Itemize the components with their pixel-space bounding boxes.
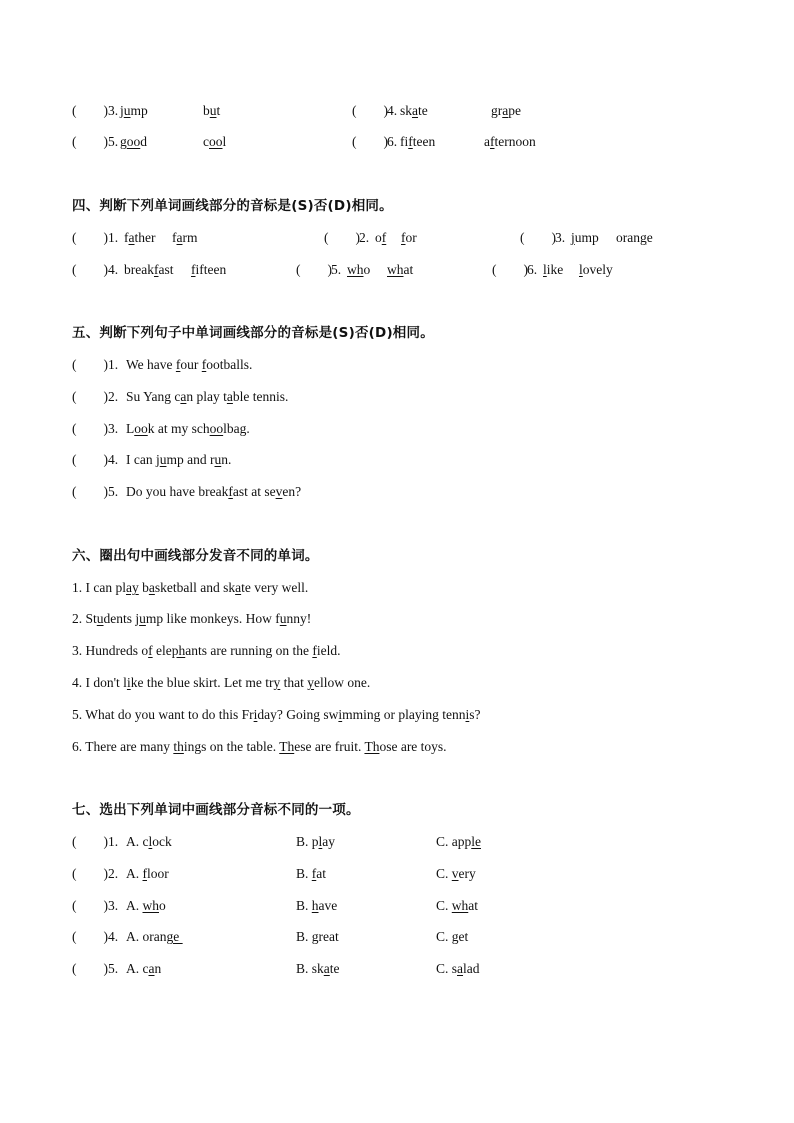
option-a[interactable] [126, 832, 172, 852]
s6-sentence [72, 737, 447, 757]
word [400, 101, 428, 121]
underlined-segment: h [311, 898, 319, 913]
text-segment: ifteen [195, 262, 227, 277]
item-number: 6. [387, 134, 398, 149]
underlined-segment: le [471, 834, 481, 849]
underlined-segment: f [401, 230, 406, 245]
underlined-segment: oo [209, 134, 223, 149]
text-segment: fi [400, 134, 409, 149]
text-segment: B. [296, 929, 312, 944]
sentence [126, 355, 252, 375]
sentence [126, 419, 250, 439]
text-segment: B. [296, 866, 312, 881]
text-segment: sketball and sk [154, 580, 236, 595]
text-segment: at [468, 898, 479, 913]
text-segment: pe [508, 103, 521, 118]
text-segment: te very well. [241, 580, 309, 595]
item-number: 1. [108, 230, 119, 245]
answer-blank[interactable]: ( ) [72, 961, 108, 976]
underlined-segment: j [571, 230, 575, 245]
text-segment: rm [182, 230, 198, 245]
underlined-segment: ph [171, 643, 186, 658]
underlined-segment: a [323, 961, 330, 976]
sentence [126, 482, 301, 502]
text-segment: f [124, 230, 129, 245]
text-segment: ther [134, 230, 156, 245]
answer-blank[interactable]: ( ) [492, 262, 528, 277]
text-segment: 6. There are many [72, 739, 174, 754]
text-segment: sk [400, 103, 413, 118]
text-segment: teen [412, 134, 436, 149]
word [172, 228, 198, 248]
underlined-segment: a [502, 103, 509, 118]
underlined-segment: u [209, 103, 217, 118]
underlined-segment: l [148, 834, 153, 849]
section-4-title: 四、判断下列单词画线部分的音标是(S)否(D)相同。 [72, 198, 393, 214]
text-segment: ke the blue skirt. Let me tr [130, 675, 274, 690]
text-segment: mp and r [166, 452, 215, 467]
answer-blank[interactable]: ( ) [352, 134, 388, 149]
text-segment: l [222, 134, 227, 149]
text-segment: B. sk [296, 961, 324, 976]
text-segment: nny! [286, 611, 312, 626]
text-segment: A. oran [126, 929, 167, 944]
text-segment: o [159, 898, 166, 913]
underlined-segment: l [318, 834, 323, 849]
underlined-segment: l [543, 262, 547, 277]
option-a[interactable] [126, 896, 166, 916]
word [400, 132, 435, 152]
answer-blank[interactable]: ( ) [72, 898, 108, 913]
text-segment: ble tennis. [232, 389, 289, 404]
text-segment: t [216, 103, 221, 118]
underlined-segment: u [96, 611, 104, 626]
underlined-segment: f [175, 357, 181, 372]
text-segment: o [363, 262, 371, 277]
text-segment: ock [152, 834, 172, 849]
text-segment: oran [616, 230, 640, 245]
item-number: 5. [108, 134, 119, 149]
underlined-segment: a [148, 580, 155, 595]
item-number: 5. [108, 961, 119, 976]
underlined-segment: g [451, 929, 459, 944]
sentence [126, 387, 288, 407]
underlined-segment: ay [125, 580, 139, 595]
text-segment: C. [436, 898, 452, 913]
answer-blank[interactable]: ( ) [324, 230, 360, 245]
text-segment: s? [469, 707, 481, 722]
text-segment: that [280, 675, 308, 690]
word [579, 260, 613, 280]
word [347, 260, 370, 280]
item-number: 4. [387, 103, 398, 118]
answer-blank[interactable]: ( ) [352, 103, 388, 118]
underlined-segment: g [311, 929, 319, 944]
underlined-segment: i [253, 707, 258, 722]
item-number: 1. [108, 357, 119, 372]
underlined-segment: f [228, 484, 233, 499]
underlined-segment: f [201, 357, 207, 372]
option-a[interactable] [126, 864, 169, 884]
underlined-segment: Th [364, 739, 380, 754]
underlined-segment: a [128, 230, 135, 245]
text-segment: at [316, 866, 327, 881]
underlined-segment: a [235, 580, 242, 595]
word [120, 101, 148, 121]
text-segment: ave [318, 898, 338, 913]
text-segment: mp [130, 103, 148, 118]
answer-blank[interactable]: ( ) [72, 262, 108, 277]
word [120, 132, 147, 152]
underlined-segment: oo [126, 134, 141, 149]
underlined-segment: u [214, 452, 222, 467]
section-6-title: 六、圈出句中画线部分发音不同的单词。 [72, 548, 319, 564]
text-segment: ootballs. [206, 357, 253, 372]
item-number: 4. [108, 929, 119, 944]
underlined-segment: a [226, 389, 233, 404]
word [401, 228, 417, 248]
text-segment: k at my sch [147, 421, 210, 436]
word [191, 260, 226, 280]
option-a[interactable] [126, 927, 183, 947]
text-segment: ants are running on the [185, 643, 313, 658]
option-b[interactable] [296, 832, 335, 852]
text-segment: ovely [582, 262, 613, 277]
answer-blank[interactable]: ( ) [72, 389, 108, 404]
s6-sentence [72, 673, 370, 693]
text-segment: 2. St [72, 611, 97, 626]
text-segment: b [138, 580, 149, 595]
text-segment: lad [463, 961, 480, 976]
sentence [126, 450, 231, 470]
item-number: 2. [108, 866, 119, 881]
item-number: 4. [108, 262, 119, 277]
text-segment: loor [147, 866, 169, 881]
text-segment: Su Yang c [126, 389, 181, 404]
text-segment: c [203, 134, 209, 149]
underlined-segment: a [148, 961, 155, 976]
underlined-segment: wh [387, 262, 404, 277]
s6-sentence [72, 705, 481, 725]
underlined-segment: f [381, 230, 387, 245]
word [543, 260, 563, 280]
text-segment: n play t [186, 389, 227, 404]
underlined-segment: a [412, 103, 419, 118]
text-segment: d [140, 134, 147, 149]
text-segment: ery [458, 866, 476, 881]
section-7-title: 七、选出下列单词中画线部分音标不同的一项。 [72, 802, 360, 818]
word [571, 228, 599, 248]
word [616, 228, 653, 248]
underlined-segment: a [180, 389, 187, 404]
answer-blank[interactable]: ( ) [72, 134, 108, 149]
s6-sentence [72, 609, 311, 629]
section-5-title: 五、判断下列句子中单词画线部分的音标是(S)否(D)相同。 [72, 325, 434, 341]
text-segment: 1. I can pl [72, 580, 126, 595]
option-b[interactable] [296, 896, 337, 916]
text-segment: ese are fruit. [294, 739, 365, 754]
answer-blank[interactable]: ( ) [72, 484, 108, 499]
item-number: 5. [331, 262, 342, 277]
text-segment: 4. I don't l [72, 675, 127, 690]
text-segment: mp like monkeys. How f [145, 611, 280, 626]
item-number: 5. [108, 484, 119, 499]
option-c[interactable] [436, 959, 480, 979]
underlined-segment: u [123, 103, 131, 118]
underlined-segment: f [148, 643, 153, 658]
underlined-segment: y [307, 675, 315, 690]
underlined-segment: u [279, 611, 287, 626]
text-segment: Do you have break [126, 484, 229, 499]
underlined-segment: g [640, 230, 647, 245]
underlined-segment: f [312, 643, 317, 658]
underlined-segment: wh [347, 262, 364, 277]
underlined-segment: f [311, 866, 317, 881]
option-b[interactable] [296, 927, 339, 947]
text-segment: en? [282, 484, 302, 499]
text-segment: te [418, 103, 428, 118]
answer-blank[interactable]: ( ) [72, 866, 108, 881]
word [387, 260, 413, 280]
text-segment: A. c [126, 961, 149, 976]
underlined-segment: a [176, 230, 183, 245]
text-segment: o [375, 230, 382, 245]
item-number: 3. [108, 421, 119, 436]
text-segment: at [403, 262, 414, 277]
item-number: 2. [108, 389, 119, 404]
answer-blank[interactable]: ( ) [72, 834, 108, 849]
word [203, 101, 220, 121]
text-segment: mming or playing tenn [342, 707, 466, 722]
underlined-segment: l [579, 262, 583, 277]
answer-blank[interactable]: ( ) [296, 262, 332, 277]
answer-blank[interactable]: ( ) [72, 103, 108, 118]
text-segment: B. [296, 898, 312, 913]
text-segment: A. [126, 866, 143, 881]
text-segment: C. [436, 866, 452, 881]
option-b[interactable] [296, 864, 326, 884]
underlined-segment: v [275, 484, 283, 499]
item-number: 2. [359, 230, 370, 245]
option-b[interactable] [296, 959, 340, 979]
answer-blank[interactable]: ( ) [72, 421, 108, 436]
underlined-segment: y [273, 675, 281, 690]
text-segment: f [172, 230, 177, 245]
text-segment: ay [322, 834, 336, 849]
text-segment: ternoon [494, 134, 536, 149]
word [124, 260, 173, 280]
item-number: 1. [108, 834, 119, 849]
answer-blank[interactable]: ( ) [72, 357, 108, 372]
item-number: 4. [108, 452, 119, 467]
item-number: 3. [555, 230, 566, 245]
text-segment: b [203, 103, 210, 118]
underlined-segment: wh [451, 898, 469, 913]
text-segment: te [329, 961, 340, 976]
word [484, 132, 536, 152]
text-segment: n. [221, 452, 232, 467]
text-segment: C. [436, 929, 452, 944]
s6-sentence [72, 641, 340, 661]
text-segment: ump [574, 230, 599, 245]
text-segment: j [120, 103, 124, 118]
text-segment: L [126, 421, 135, 436]
text-segment: day? Going sw [257, 707, 339, 722]
text-segment: ose are toys. [379, 739, 447, 754]
answer-blank[interactable]: ( ) [520, 230, 556, 245]
underlined-segment: Th [279, 739, 295, 754]
underlined-segment: v [451, 866, 459, 881]
text-segment: lbag. [223, 421, 250, 436]
text-segment: dents j [103, 611, 140, 626]
text-segment: C. app [436, 834, 472, 849]
underlined-segment: i [338, 707, 343, 722]
text-segment: ast at se [232, 484, 276, 499]
underlined-segment: i [126, 675, 131, 690]
word [203, 132, 226, 152]
text-segment: ike [546, 262, 564, 277]
underlined-segment: f [153, 262, 159, 277]
text-segment: e [646, 230, 653, 245]
text-segment: g [120, 134, 127, 149]
word [491, 101, 521, 121]
underlined-segment: th [173, 739, 184, 754]
s6-sentence [72, 578, 308, 598]
underlined-segment: u [159, 452, 167, 467]
underlined-segment: ge [166, 929, 183, 944]
text-segment: ellow one. [314, 675, 371, 690]
word [375, 228, 386, 248]
option-c[interactable] [436, 864, 476, 884]
text-segment: 3. Hundreds o [72, 643, 149, 658]
underlined-segment: u [139, 611, 146, 626]
text-segment: 5. What do you want to do this Fr [72, 707, 254, 722]
item-number: 6. [527, 262, 538, 277]
underlined-segment: wh [142, 898, 159, 913]
text-segment: reat [318, 929, 339, 944]
text-segment: ele [152, 643, 172, 658]
text-segment: A. c [126, 834, 149, 849]
answer-blank[interactable]: ( ) [72, 452, 108, 467]
answer-blank[interactable]: ( ) [72, 929, 108, 944]
underlined-segment: a [457, 961, 464, 976]
underlined-segment: f [490, 134, 495, 149]
answer-blank[interactable]: ( ) [72, 230, 108, 245]
option-c[interactable] [436, 896, 478, 916]
underlined-segment: f [191, 262, 196, 277]
text-segment: n [154, 961, 162, 976]
underlined-segment: f [142, 866, 147, 881]
text-segment: ast [158, 262, 174, 277]
text-segment: B. p [296, 834, 319, 849]
text-segment: ield. [316, 643, 341, 658]
text-segment: ings on the table. [183, 739, 280, 754]
text-segment: our [180, 357, 202, 372]
item-number: 3. [108, 898, 119, 913]
word [124, 228, 156, 248]
text-segment: or [405, 230, 417, 245]
underlined-segment: i [465, 707, 470, 722]
option-c[interactable] [436, 832, 481, 852]
text-segment: break [124, 262, 154, 277]
underlined-segment: f [408, 134, 413, 149]
text-segment: C. s [436, 961, 458, 976]
underlined-segment: oo [209, 421, 224, 436]
text-segment: A. [126, 898, 143, 913]
item-number: 3. [108, 103, 119, 118]
text-segment: I can j [126, 452, 160, 467]
underlined-segment: oo [134, 421, 148, 436]
text-segment: et [458, 929, 469, 944]
text-segment: a [484, 134, 490, 149]
option-c[interactable] [436, 927, 468, 947]
option-a[interactable] [126, 959, 161, 979]
text-segment: We have [126, 357, 176, 372]
text-segment: gr [491, 103, 503, 118]
